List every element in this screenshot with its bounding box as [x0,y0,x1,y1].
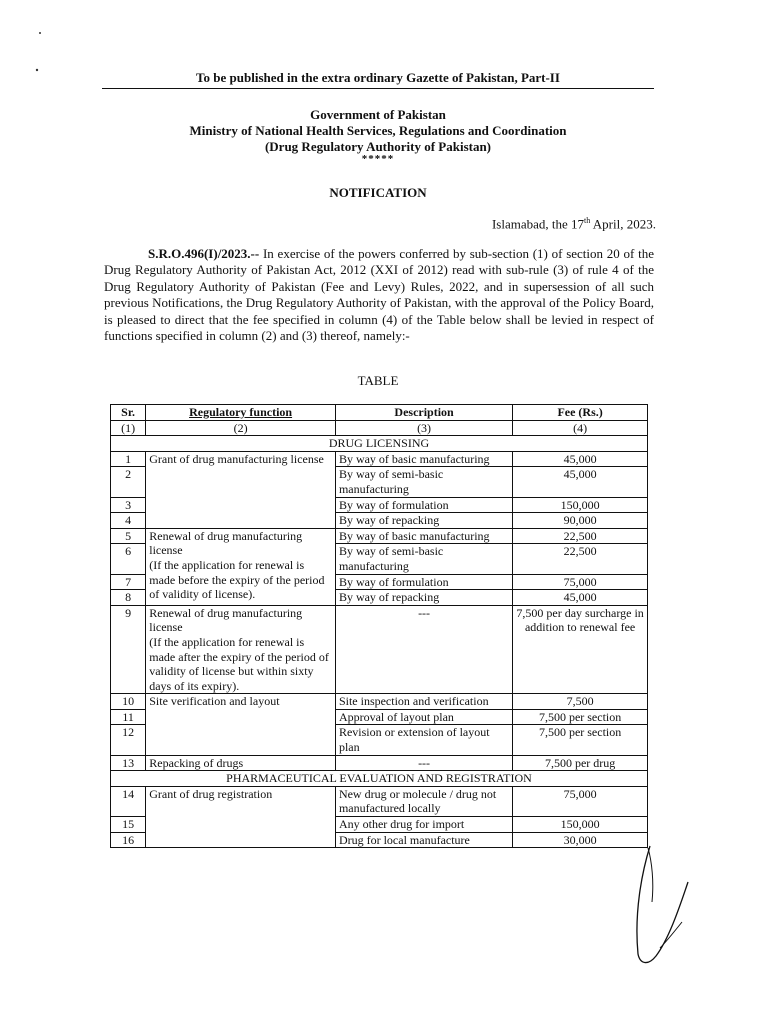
row-fee: 90,000 [513,513,648,529]
row-fee: 7,500 per section [513,725,648,755]
row-description: New drug or molecule / drug not manufactured locally [335,786,512,816]
table-row [111,786,648,816]
column-number-row [111,420,648,436]
row-description: Any other drug for import [335,817,512,833]
row-sr: 9 [111,605,146,694]
place-date-prefix: Islamabad, the 17 [491,216,585,232]
row-fee: 30,000 [513,832,648,848]
function-cell: Grant of drug manufacturing license [146,451,336,528]
function-cell [146,528,336,605]
row-fee: 75,000 [513,786,648,816]
row-description: --- [335,755,512,771]
col-num-2: (2) [146,420,336,436]
header-description: Description [335,405,512,421]
row-description: Approval of layout plan [335,709,512,725]
row-sr: 11 [111,709,146,725]
body-text: In exercise of the powers conferred by sub-section (1) of section 20 of the Drug Regulatory Authority of Pakistan Act, 2012 (XXI of 2012) read with sub-rule (3) of rule 4 of the Drug Regulatory Authority of Pakistan (Fee and Levy) Rules, 2022, and in supersession of all such previous Notifications, the Drug Regulatory Authority of Pakistan, with the approval of the Policy Board, is pleased to direct that the fee specified in column (4) of the Table below shall be levied in respect of functions specified in column (2) and (3) thereof, namely:- [104,246,654,344]
function-cell: Repacking of drugs [146,755,336,771]
row-sr: 16 [111,832,146,848]
row-sr: 5 [111,528,146,544]
notification-body [104,246,654,344]
row-sr: 15 [111,817,146,833]
section-pharma-evaluation: PHARMACEUTICAL EVALUATION AND REGISTRATION [111,771,648,787]
row-sr: 10 [111,694,146,710]
table-header-row [111,405,648,421]
row-fee: 45,000 [513,467,648,497]
row-description: By way of formulation [335,574,512,590]
stars-separator: ***** [361,153,395,165]
row-fee: 7,500 per section [513,709,648,725]
sro-number: S.R.O.496(I)/2023.-- [148,246,260,261]
row-description: Site inspection and verification [335,694,512,710]
function-title: Renewal of drug manufacturing license [149,605,303,635]
row-description: By way of repacking [335,513,512,529]
row-sr: 12 [111,725,146,755]
table-row [111,451,648,467]
ministry-line: Ministry of National Health Services, Regulations and Coordination [189,123,567,138]
row-description: By way of semi-basic manufacturing [335,467,512,497]
function-condition: (If the application for renewal is made after the expiry of the period of validity of license but within sixty days of its expiry). [149,634,329,693]
row-fee: 22,500 [513,544,648,574]
row-sr: 13 [111,755,146,771]
row-description: --- [335,605,512,694]
row-fee: 7,500 per drug [513,755,648,771]
col-num-3: (3) [335,420,512,436]
row-fee: 150,000 [513,497,648,513]
scan-marks [30,28,50,78]
place-date-suffix: April, 2023. [590,216,656,232]
table-row [111,694,648,710]
row-sr: 7 [111,574,146,590]
row-description: By way of semi-basic manufacturing [335,544,512,574]
function-title: Renewal of drug manufacturing license [149,528,303,558]
row-sr: 14 [111,786,146,816]
row-fee: 22,500 [513,528,648,544]
section-row [111,771,648,787]
header-rule [102,88,654,89]
row-fee: 7,500 per day surcharge in addition to renewal fee [513,605,648,694]
row-description: Drug for local manufacture [335,832,512,848]
row-sr: 3 [111,497,146,513]
row-fee: 45,000 [513,451,648,467]
table-row [111,755,648,771]
place-date [492,216,656,232]
row-sr: 8 [111,590,146,606]
authority-line: (Drug Regulatory Authority of Pakistan) [264,139,492,154]
handwritten-signature [612,842,702,972]
row-sr: 6 [111,544,146,574]
fee-table [110,404,648,848]
row-description: By way of repacking [335,590,512,606]
row-fee: 45,000 [513,590,648,606]
row-description: By way of formulation [335,497,512,513]
section-row [111,436,648,452]
row-description: Revision or extension of layout plan [335,725,512,755]
col-num-1: (1) [111,420,146,436]
function-cell: Site verification and layout [146,694,336,755]
government-line: Government of Pakistan [310,107,446,122]
header-sr: Sr. [111,405,146,421]
row-description: By way of basic manufacturing [335,528,512,544]
header-function: Regulatory function [146,405,336,421]
row-fee: 7,500 [513,694,648,710]
row-description: By way of basic manufacturing [335,451,512,467]
col-num-4: (4) [513,420,648,436]
row-sr: 4 [111,513,146,529]
notification-title: NOTIFICATION [329,185,427,200]
gazette-line: To be published in the extra ordinary Gazette of Pakistan, Part-II [196,70,560,85]
row-sr: 2 [111,467,146,497]
row-fee: 150,000 [513,817,648,833]
section-drug-licensing: DRUG LICENSING [111,436,648,452]
function-cell [146,605,336,694]
table-row [111,528,648,544]
header-fee: Fee (Rs.) [513,405,648,421]
row-fee: 75,000 [513,574,648,590]
place-date-sup: th [584,216,591,225]
function-cell: Grant of drug registration [146,786,336,847]
table-row [111,605,648,694]
function-condition: (If the application for renewal is made before the expiry of the period of validity of license). [149,557,325,602]
table-caption: TABLE [357,373,399,388]
row-sr: 1 [111,451,146,467]
issuing-authority [102,107,654,164]
